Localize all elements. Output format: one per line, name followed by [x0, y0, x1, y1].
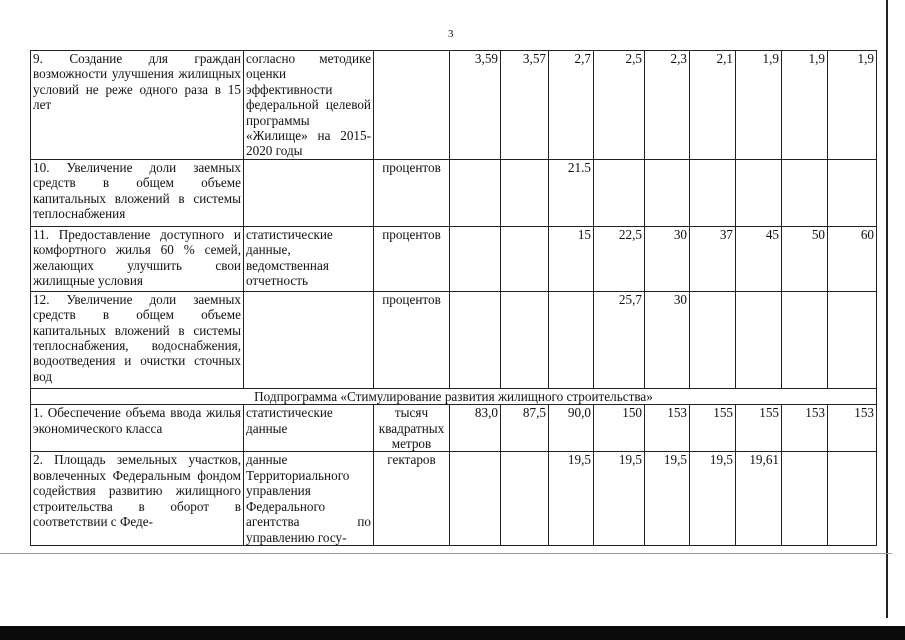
indicator-name-cell: 2. Площадь земельных участков, вовлеченных Федеральным фондом содействия развитию жилищного строительства в оборот в соответствии с Феде-	[31, 452, 244, 545]
value-cell	[736, 291, 782, 388]
value-cell: 25,7	[594, 291, 645, 388]
scan-divider-line	[0, 553, 892, 554]
value-cell: 15	[549, 226, 594, 291]
value-cell: 153	[645, 405, 690, 452]
method-source-cell: данные Территориального управления Федерального агентства по управлению госу-	[244, 452, 374, 545]
value-cell: 22,5	[594, 226, 645, 291]
value-cell: 60	[828, 226, 877, 291]
table-row	[31, 159, 877, 226]
value-cell	[690, 159, 736, 226]
value-cell: 150	[594, 405, 645, 452]
value-cell	[501, 452, 549, 545]
value-cell	[450, 452, 501, 545]
value-cell: 30	[645, 226, 690, 291]
unit-cell: процентов	[374, 291, 450, 388]
value-cell	[828, 159, 877, 226]
unit-cell: тысяч квадратных метров	[374, 405, 450, 452]
indicators-table	[30, 50, 877, 546]
unit-cell: процентов	[374, 159, 450, 226]
value-cell: 19,5	[594, 452, 645, 545]
table-row	[31, 405, 877, 452]
value-cell: 1,9	[828, 51, 877, 160]
value-cell	[645, 159, 690, 226]
value-cell: 2,7	[549, 51, 594, 160]
value-cell: 153	[782, 405, 828, 452]
value-cell: 83,0	[450, 405, 501, 452]
value-cell: 3,57	[501, 51, 549, 160]
unit-cell: процентов	[374, 226, 450, 291]
value-cell: 2,1	[690, 51, 736, 160]
indicator-name-cell: 10. Увеличение доли заемных средств в общем объеме капитальных вложений в системы теплоснабжения	[31, 159, 244, 226]
value-cell: 1,9	[782, 51, 828, 160]
table-row	[31, 452, 877, 545]
section-header-row	[31, 388, 877, 404]
value-cell: 21.5	[549, 159, 594, 226]
value-cell	[450, 226, 501, 291]
value-cell: 30	[645, 291, 690, 388]
value-cell	[450, 291, 501, 388]
page-number: 3	[448, 28, 454, 40]
value-cell: 90,0	[549, 405, 594, 452]
value-cell: 19,61	[736, 452, 782, 545]
value-cell	[782, 291, 828, 388]
unit-cell	[374, 51, 450, 160]
table-row	[31, 226, 877, 291]
value-cell	[828, 291, 877, 388]
value-cell	[594, 159, 645, 226]
indicator-name-cell: 9. Создание для граждан возможности улучшения жилищных условий не реже одного раза в 15 лет	[31, 51, 244, 160]
scan-bottom-band	[0, 626, 905, 640]
table-row	[31, 51, 877, 160]
value-cell: 1,9	[736, 51, 782, 160]
value-cell	[736, 159, 782, 226]
value-cell	[450, 159, 501, 226]
value-cell: 37	[690, 226, 736, 291]
value-cell: 50	[782, 226, 828, 291]
method-source-cell: согласно методике оценки эффективности федеральной целевой программы «Жилище» на 2015-2020 годы	[244, 51, 374, 160]
value-cell: 153	[828, 405, 877, 452]
value-cell: 87,5	[501, 405, 549, 452]
scan-page-edge	[886, 0, 888, 618]
indicator-name-cell: 12. Увеличение доли заемных средств в общем объеме капитальных вложений в системы теплоснабжения, водоснабжения, водоотведения и очистки сточных вод	[31, 291, 244, 388]
value-cell: 155	[736, 405, 782, 452]
value-cell: 2,3	[645, 51, 690, 160]
unit-cell: гектаров	[374, 452, 450, 545]
method-source-cell: статистические данные, ведомственная отчетность	[244, 226, 374, 291]
value-cell: 155	[690, 405, 736, 452]
value-cell: 19,5	[690, 452, 736, 545]
value-cell: 3,59	[450, 51, 501, 160]
value-cell	[782, 159, 828, 226]
method-source-cell	[244, 291, 374, 388]
value-cell	[828, 452, 877, 545]
value-cell	[501, 226, 549, 291]
indicator-name-cell: 11. Предоставление доступного и комфортного жилья 60 % семей, желающих улучшить свои жилищные условия	[31, 226, 244, 291]
table-row	[31, 291, 877, 388]
value-cell	[549, 291, 594, 388]
value-cell: 2,5	[594, 51, 645, 160]
subprogram-title: Подпрограмма «Стимулирование развития жилищного строительства»	[31, 388, 877, 404]
value-cell: 45	[736, 226, 782, 291]
value-cell	[501, 159, 549, 226]
value-cell	[690, 291, 736, 388]
method-source-cell	[244, 159, 374, 226]
value-cell	[501, 291, 549, 388]
value-cell: 19,5	[645, 452, 690, 545]
value-cell	[782, 452, 828, 545]
value-cell: 19,5	[549, 452, 594, 545]
method-source-cell: статистические данные	[244, 405, 374, 452]
indicator-name-cell: 1. Обеспечение объема ввода жилья экономического класса	[31, 405, 244, 452]
